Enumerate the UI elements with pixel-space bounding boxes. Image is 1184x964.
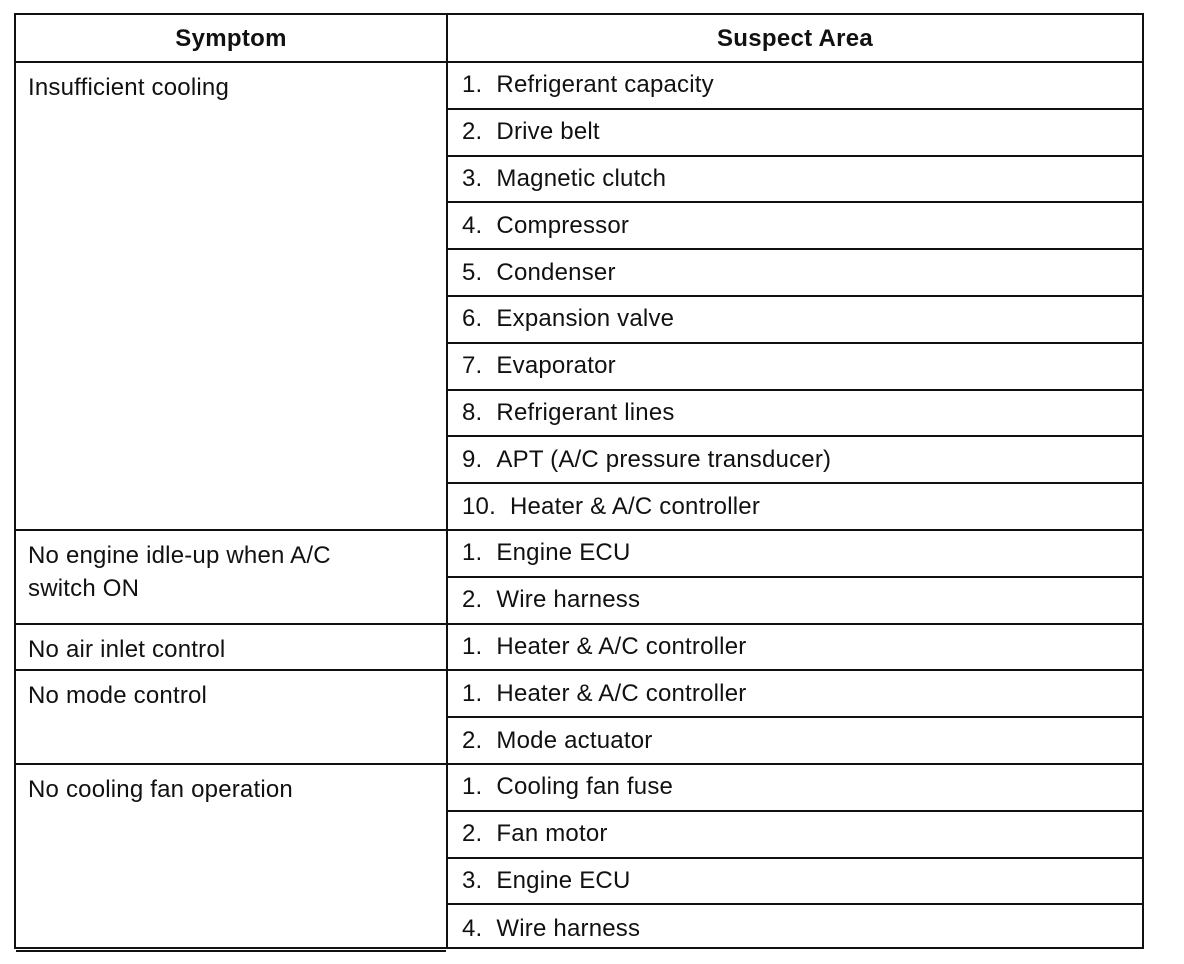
suspect-area-item: [462, 203, 629, 248]
item-label: Wire harness: [496, 914, 641, 942]
table-row: [448, 905, 1142, 952]
item-number: 5.: [462, 258, 483, 286]
item-label: Condenser: [496, 258, 616, 286]
item-label: Engine ECU: [496, 866, 631, 894]
header-suspect-area: Suspect Area: [716, 25, 874, 52]
item-label: Heater & A/C controller: [496, 632, 747, 660]
item-number: 9.: [462, 445, 483, 473]
suspect-area-item: [462, 812, 608, 857]
item-number: 3.: [462, 164, 483, 192]
item-label: Mode actuator: [496, 726, 653, 754]
item-label: Heater & A/C controller: [509, 492, 761, 520]
table-row: [448, 110, 1142, 157]
item-label: Wire harness: [496, 586, 641, 614]
item-label: Expansion valve: [496, 305, 675, 333]
table-row: [448, 859, 1142, 906]
item-label: Fan motor: [496, 820, 608, 848]
symptom-text: Insufficient cooling: [28, 74, 230, 101]
item-number: 3.: [462, 866, 483, 894]
symptom-cell: [16, 671, 446, 765]
suspect-area-item: [462, 625, 746, 670]
suspect-area-item: [462, 859, 631, 904]
item-label: Evaporator: [496, 352, 616, 380]
table-row: [448, 625, 1142, 672]
item-number: 1.: [462, 679, 483, 707]
item-number: 1.: [462, 71, 483, 99]
suspect-area-item: [462, 391, 675, 436]
symptom-cell: [16, 765, 446, 952]
item-label: APT (A/C pressure transducer): [496, 445, 832, 473]
suspect-area-item: [462, 250, 616, 295]
item-number: 2.: [462, 820, 483, 848]
item-number: 6.: [462, 305, 483, 333]
suspect-area-item: [462, 765, 673, 810]
table-row: [448, 484, 1142, 531]
table-row: [448, 578, 1142, 625]
suspect-area-item: [462, 63, 714, 108]
item-number: 1.: [462, 773, 483, 801]
table-row: [448, 203, 1142, 250]
item-label: Cooling fan fuse: [496, 773, 674, 801]
table-row: [448, 812, 1142, 859]
suspect-area-item: [462, 718, 652, 763]
suspect-area-item: [462, 484, 760, 529]
table-row: [448, 765, 1142, 812]
item-number: 4.: [462, 211, 483, 239]
table-row: [448, 157, 1142, 204]
symptom-text: No air inlet control: [28, 635, 226, 663]
table-row: [448, 344, 1142, 391]
item-label: Compressor: [496, 211, 630, 239]
table-row: [448, 718, 1142, 765]
table-row: [448, 437, 1142, 484]
table-row: [448, 391, 1142, 438]
item-number: 10.: [462, 492, 496, 520]
suspect-area-item: [462, 578, 640, 623]
symptom-cell: [16, 63, 446, 531]
item-label: Refrigerant lines: [496, 398, 675, 426]
suspect-area-item: [462, 531, 631, 576]
item-label: Engine ECU: [496, 539, 631, 567]
table-row: [448, 671, 1142, 718]
table-header: [16, 15, 1142, 63]
item-number: 8.: [462, 398, 483, 426]
suspect-area-item: [462, 437, 831, 482]
item-label: Magnetic clutch: [496, 164, 667, 192]
suspect-area-item: [462, 110, 600, 155]
item-number: 2.: [462, 118, 483, 146]
item-number: 2.: [462, 586, 483, 614]
suspect-area-item: [462, 905, 640, 952]
table-body: [16, 63, 1142, 947]
item-number: 1.: [462, 632, 483, 660]
table-row: [448, 63, 1142, 110]
item-label: Refrigerant capacity: [496, 71, 714, 99]
suspect-area-item: [462, 344, 616, 389]
symptom-text: No cooling fan operation: [28, 776, 293, 803]
item-number: 4.: [462, 914, 483, 942]
item-number: 7.: [462, 352, 483, 380]
symptom-text: No engine idle-up when A/C switch ON: [28, 542, 331, 602]
item-number: 1.: [462, 539, 483, 567]
suspect-area-item: [462, 297, 674, 342]
item-label: Drive belt: [496, 118, 600, 146]
symptom-cell: [16, 531, 446, 625]
suspect-area-item: [462, 671, 746, 716]
diagnosis-table: [14, 13, 1144, 949]
symptom-text: No mode control: [28, 682, 208, 710]
suspect-area-item: [462, 157, 666, 202]
table-row: [448, 531, 1142, 578]
table-row: [448, 250, 1142, 297]
column-divider: [446, 15, 448, 947]
symptom-cell: [16, 625, 446, 672]
header-symptom: Symptom: [175, 25, 287, 52]
item-number: 2.: [462, 726, 483, 754]
table-row: [448, 297, 1142, 344]
item-label: Heater & A/C controller: [496, 679, 747, 707]
